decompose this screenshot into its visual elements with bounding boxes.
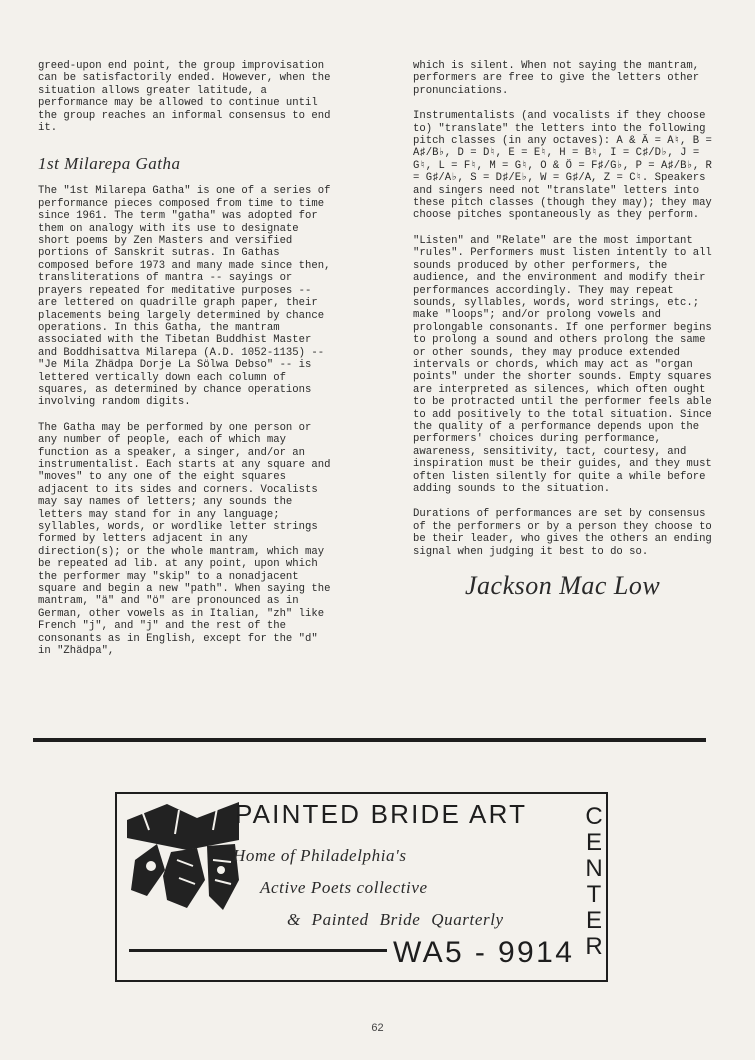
ad-tagline-2: Active Poets collective bbox=[260, 878, 428, 897]
left-column bbox=[38, 60, 336, 670]
rules-paragraph: "Listen" and "Relate" are the most important "rules". Performers must listen intently to all sounds produced by other performers, the audience, and the environment and modify their performances accordingly. They may repeat sounds, syllables, words, word strings, etc.; make "loops"; and/or prolong vowels and prolongable consonants. If one performer begins to prolong a sound and others prolong the same or other sounds, they may produce extended intervals or chords, which may act as "organ points" under the shorter sounds. Empty squares are interpreted as silences, which often ought to be protracted until the performer feels able to add positively to the total situation. Since the quality of a performance depends upon the performers' choices during performance, awareness, sensitivity, tact, courtesy, and inspiration must be their guides, and they must often listen silently for quite a while before adding sounds to the situation. bbox=[413, 234, 712, 495]
gatha-paragraph-2: The Gatha may be performed by one person or any number of people, each of which may function as a speaker, a singer, and/or an instrumentalist. Each starts at any square and "moves" to any one of the eight squares adjacent to its sides and corners. Vocalists may say names of letters; any sounds the letters may stand for in any language; syllables, words, or wordlike letter strings formed by letters adjacent in any direction(s); or the whole mantram, which may be repeated ad lib. at any point, upon which the performer may "skip" to a nonadjacent square and begin a new "path". When saying the mantram, "ä" and "ö" are pronounced as in German, other vowels as in Italian, "zh" like French "j", and "j" and the rest of the consonants as in English, except for the "d" in "Zhädpa", bbox=[38, 421, 331, 658]
intro-paragraph: greed-upon end point, the group improvisation can be satisfactorily ended. However, when the situation allows greater latitude, a performance may be allowed to continue until the group reaches an informal consensus to end it. bbox=[38, 60, 331, 135]
ad-tagline-1: Home of Philadelphia's bbox=[233, 846, 407, 865]
gatha-paragraph-1: The "1st Milarepa Gatha" is one of a series of performance pieces composed from time to time since 1961. The term "gatha" was adopted for them on analogy with its use to designate short poems by Zen Masters and versified portions of Sanskrit sutras. In Gathas composed before 1973 and many made since then, transliterations of mantra -- sayings or prayers repeated for meditative purposes -- are lettered on quadrille graph paper, their placements being largely determined by chance operations. In this Gatha, the mantram associated with the Tibetan Buddhist Master and Boddhisattva Milarepa (A.D. 1052-1135) -- "Je Mila Zhädpa Dorje La Sölwa Debso" -- is lettered vertically down each column of squares, as determined by chance operations involving random digits. bbox=[38, 185, 331, 409]
gatha-paragraph-3: which is silent. When not saying the mantram, performers are free to give the letters other pronunciations. bbox=[413, 60, 700, 97]
page-number: 62 bbox=[371, 1022, 384, 1034]
section-heading: 1st Milarepa Gatha bbox=[38, 154, 181, 174]
durations-paragraph: Durations of performances are set by consensus of the performers or by a person they choose to be their leader, who gives the others an ending signal when judging it best to do so. bbox=[413, 508, 712, 558]
ad-vertical-word: CENTER bbox=[585, 803, 603, 960]
ad-rule bbox=[129, 949, 387, 952]
ad-tagline-3: & Painted Bride Quarterly bbox=[287, 910, 504, 929]
woodcut-illustration-icon bbox=[127, 800, 239, 912]
pitch-classes-paragraph: Instrumentalists (and vocalists if they choose to) "translate" the letters into the following pitch classes (in any octaves): A & Ä = A♮, B = A♯/B♭, D = D♮, E = E♮, H = B♮, I = C♯/D♭, J = G♮, L = F♮, M = G♮, O & Ö = F♯/G♭, P = A♯/B♭, R = G♯/A♭, S = D♯/E♭, W = G♯/A, Z = C♮. Speakers and singers need not "translate" letters into these pitch classes (though they may); they may choose pitches spontaneously as they perform. bbox=[413, 110, 712, 222]
ad-phone-number: WA5 - 9914 bbox=[393, 936, 575, 969]
section-divider bbox=[33, 738, 706, 742]
painted-bride-advertisement bbox=[115, 792, 608, 982]
right-column bbox=[413, 60, 713, 601]
author-signature: Jackson Mac Low bbox=[465, 571, 661, 601]
ad-title: PAINTED BRIDE ART bbox=[235, 799, 528, 829]
